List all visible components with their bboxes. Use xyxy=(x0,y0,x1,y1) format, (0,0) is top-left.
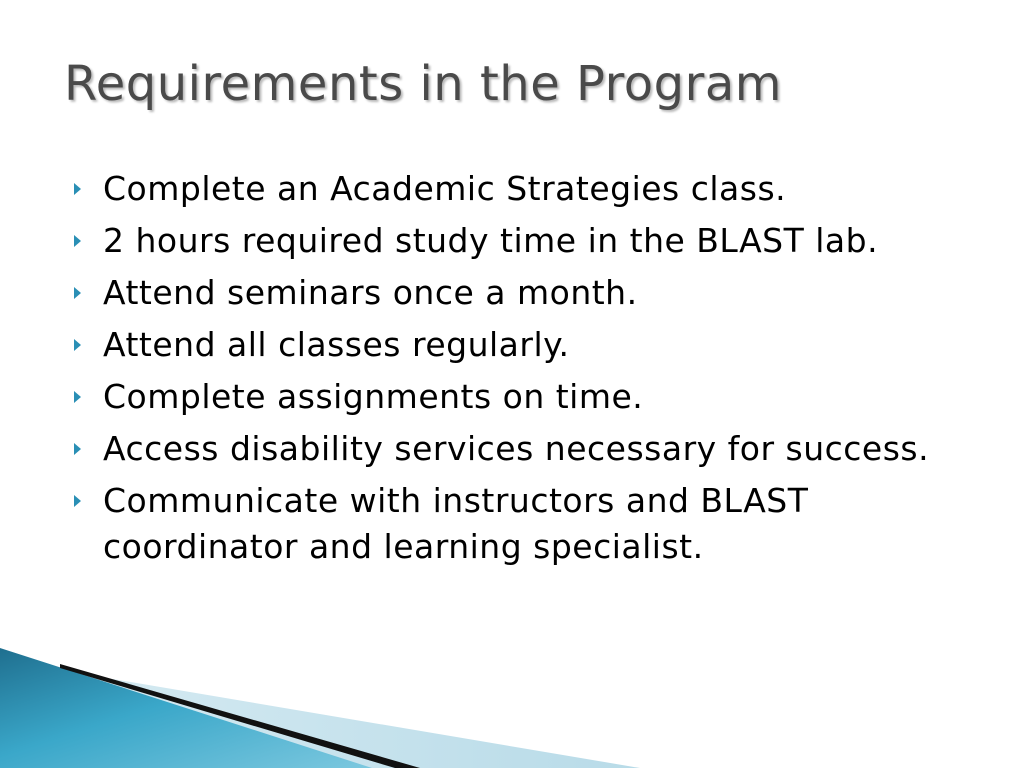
bullet-text: Complete an Academic Strategies class. xyxy=(103,169,787,208)
bullet-text: Attend seminars once a month. xyxy=(103,273,638,312)
bullet-text: Communicate with instructors and BLAST coordinator and learning specialist. xyxy=(103,481,809,566)
bullet-text: Access disability services necessary for success. xyxy=(103,429,930,468)
bullet-text: 2 hours required study time in the BLAST lab. xyxy=(103,221,879,260)
decor-teal-band xyxy=(0,648,372,768)
slide-title: Requirements in the Program xyxy=(64,56,783,112)
bullet-text: Complete assignments on time. xyxy=(103,377,644,416)
bullet-text: Attend all classes regularly. xyxy=(103,325,570,364)
